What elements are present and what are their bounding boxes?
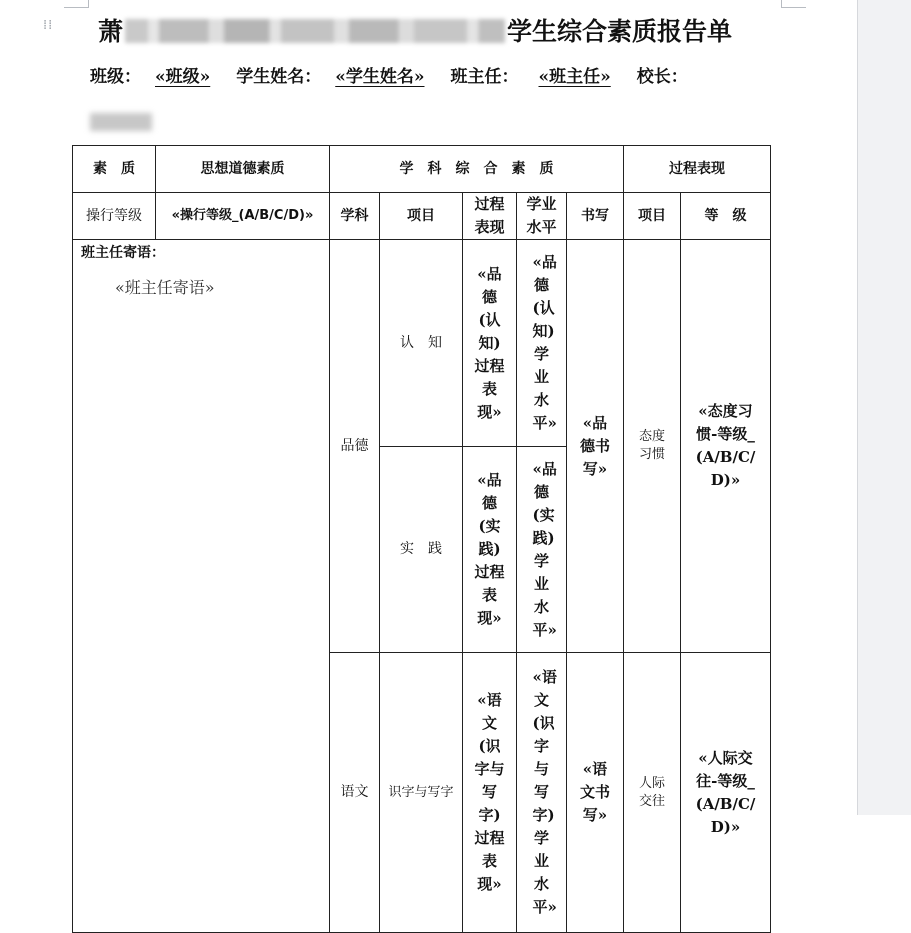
col-item2: 项目 (624, 193, 681, 240)
writing-cell (567, 653, 624, 933)
subject-cell: 语文 (330, 653, 380, 933)
grade-cell (681, 240, 771, 653)
drag-handle-icon[interactable]: ⁞⁞ (43, 18, 54, 33)
col-level-cell (517, 193, 567, 240)
level-value: «品德(实践)学业水平» (532, 459, 557, 639)
process-cell (463, 447, 517, 653)
process-cell (463, 653, 517, 933)
item2-value: 态度习惯 (638, 429, 665, 462)
writing-value: «品德书写» (579, 413, 610, 478)
col-process-cell (463, 193, 517, 240)
col-writing: 书写 (567, 193, 624, 240)
title-prefix: 萧 (98, 17, 124, 46)
writing-cell (567, 240, 624, 653)
process-cell (463, 240, 517, 447)
level-cell (517, 653, 567, 933)
redacted-school-name (125, 19, 505, 43)
conduct-value: «操行等级_(A/B/C/D)» (156, 193, 330, 240)
info-line (90, 62, 688, 87)
header-moral-quality: 思想道德素质 (156, 146, 330, 193)
document-title (98, 14, 732, 50)
level-value: «语文(识字与写字)学业水平» (532, 668, 557, 916)
teacher-comment-cell (73, 240, 330, 933)
grade-value: «态度习惯-等级_(A/B/C/D)» (695, 402, 756, 489)
process-value: «品德(认知)过程表现» (474, 264, 505, 421)
item-cell: 识字与写字 (380, 653, 463, 933)
writing-value: «语文书写» (579, 760, 610, 824)
student-field: «学生姓名» (335, 67, 425, 87)
teacher-comment-value: «班主任寄语» (115, 277, 215, 297)
student-label: 学生姓名： (236, 67, 322, 87)
item2-cell (624, 240, 681, 653)
col-process: 过程表现 (474, 195, 505, 236)
head-teacher-field: «班主任» (538, 67, 611, 87)
redacted-principal-name (90, 113, 152, 131)
col-grade: 等 级 (681, 193, 771, 240)
header-quality: 素 质 (73, 146, 156, 193)
head-teacher-label: 班主任： (450, 67, 519, 87)
item-cell: 实 践 (380, 447, 463, 653)
item2-value: 人际交往 (638, 775, 665, 809)
class-field: «班级» (155, 67, 211, 87)
teacher-comment-label: 班主任寄语： (81, 245, 165, 261)
conduct-label: 操行等级 (73, 193, 156, 240)
page-corner-mark-left (64, 0, 89, 8)
process-value: «语文(识字与写字)过程表现» (474, 691, 505, 893)
header-subject-quality: 学 科 综 合 素 质 (330, 146, 624, 193)
grade-cell (681, 653, 771, 933)
col-level: 学业水平 (526, 195, 557, 236)
col-subject: 学科 (330, 193, 380, 240)
level-cell (517, 240, 567, 447)
col-item: 项目 (380, 193, 463, 240)
grade-value: «人际交往-等级_(A/B/C/D)» (695, 748, 756, 836)
process-value: «品德(实践)过程表现» (474, 471, 505, 627)
level-cell (517, 447, 567, 653)
item-cell: 认 知 (380, 240, 463, 447)
subject-cell: 品德 (330, 240, 380, 653)
level-value: «品德(认知)学业水平» (532, 253, 557, 432)
page-corner-mark-right (781, 0, 806, 8)
header-process: 过程表现 (624, 146, 771, 193)
item2-cell (624, 653, 681, 933)
side-panel (857, 0, 911, 815)
class-label: 班级： (90, 67, 141, 87)
principal-label: 校长： (636, 67, 688, 87)
title-suffix: 学生综合素质报告单 (507, 17, 733, 46)
